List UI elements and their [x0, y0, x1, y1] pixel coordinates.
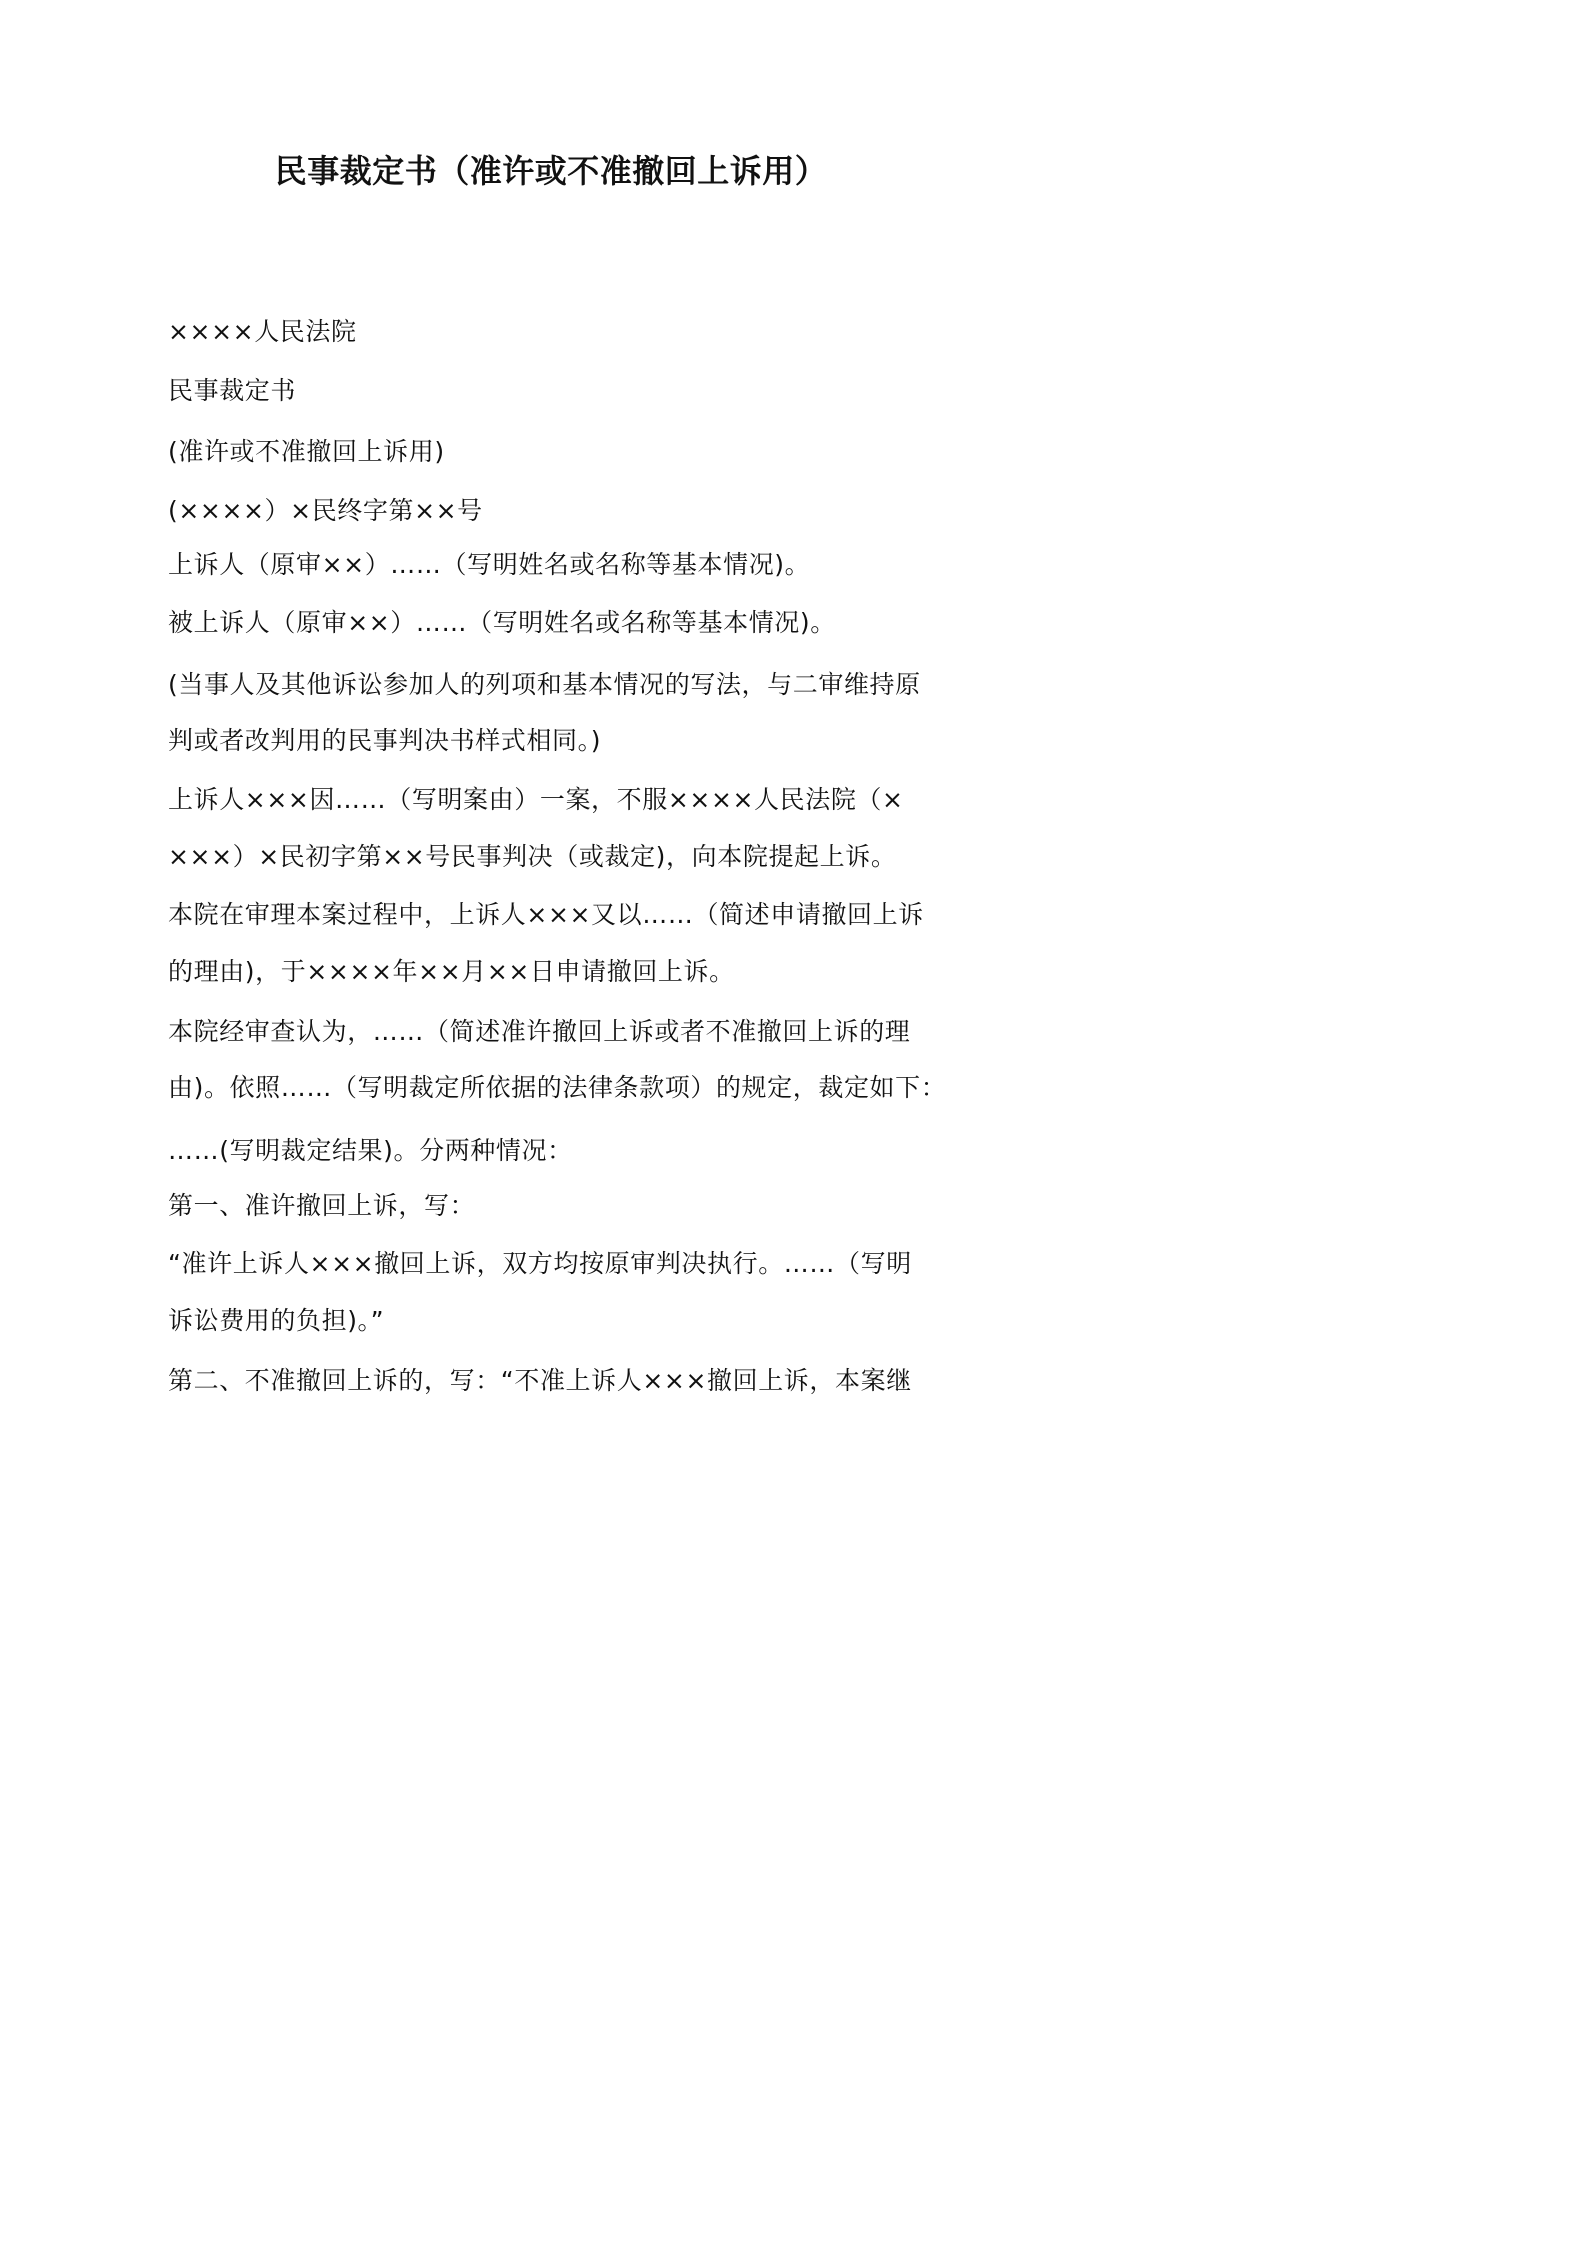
case2-line-1: 第二、不准撤回上诉的，写：“不准上诉人×××撤回上诉，本案继 [168, 1366, 912, 1395]
note-line-2: 判或者改判用的民事判决书样式相同。) [168, 726, 602, 755]
court-name: ××××人民法院 [168, 317, 357, 346]
case1-text-line-1: “准许上诉人×××撤回上诉，双方均按原审判决执行。……（写明 [168, 1249, 912, 1278]
case-number: (××××）×民终字第××号 [168, 496, 483, 525]
appellant-line: 上诉人（原审××）……（写明姓名或名称等基本情况)。 [168, 550, 811, 579]
reason-line-1: 本院经审查认为，……（简述准许撤回上诉或者不准撤回上诉的理 [168, 1017, 911, 1046]
appellee-line: 被上诉人（原审××）……（写明姓名或名称等基本情况)。 [168, 608, 836, 637]
document-page [0, 0, 1102, 1562]
withdraw-line-2: 的理由)，于××××年××月××日申请撤回上诉。 [168, 957, 735, 986]
document-title: 民事裁定书（准许或不准撤回上诉用） [274, 152, 828, 190]
doc-type: 民事裁定书 [168, 376, 297, 405]
facts-line-2: ×××）×民初字第××号民事判决（或裁定)，向本院提起上诉。 [168, 842, 897, 871]
facts-line-1: 上诉人×××因……（写明案由）一案，不服××××人民法院（× [168, 785, 904, 814]
doc-use: (准许或不准撤回上诉用) [168, 437, 445, 466]
result-line: ……(写明裁定结果)。分两种情况： [168, 1136, 573, 1165]
note-line-1: (当事人及其他诉讼参加人的列项和基本情况的写法，与二审维持原 [168, 670, 921, 699]
case1-heading: 第一、准许撤回上诉，写： [168, 1191, 476, 1220]
reason-line-2: 由)。依照……（写明裁定所依据的法律条款项）的规定，裁定如下： [168, 1073, 947, 1102]
case1-text-line-2: 诉讼费用的负担)。” [168, 1306, 385, 1335]
withdraw-line-1: 本院在审理本案过程中，上诉人×××又以……（简述申请撤回上诉 [168, 900, 924, 929]
